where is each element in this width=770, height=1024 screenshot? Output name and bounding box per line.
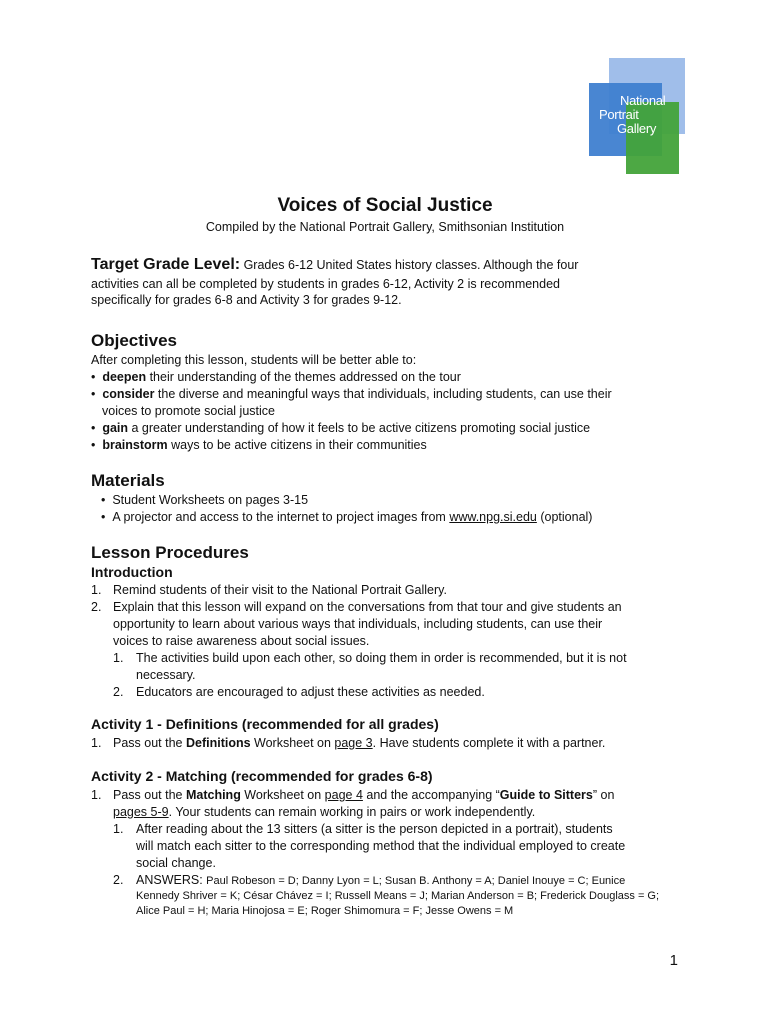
target-line-3: specifically for grades 6-8 and Activity 3 for grades 9-12. — [91, 293, 402, 307]
national-portrait-gallery-logo — [589, 58, 685, 174]
guide-to-sitters-keyword: Guide to Sitters — [499, 788, 593, 802]
objective-keyword: consider — [102, 387, 155, 401]
objective-text: the diverse and meaningful ways that individuals, including students, can use their — [154, 387, 612, 401]
answers-label: ANSWERS: — [136, 873, 207, 887]
intro-step-1: Remind students of their visit to the National Portrait Gallery. — [113, 583, 447, 597]
text: Pass out the — [113, 788, 186, 802]
introduction-heading: Introduction — [91, 564, 173, 580]
target-line-2: activities can all be completed by students in grades 6-12, Activity 2 is recommended — [91, 277, 560, 291]
list-number: 1. — [91, 736, 102, 750]
answers-line-3: Alice Paul = H; Maria Hinojosa = E; Roger Shimomura = F; Jesse Owens = M — [136, 905, 514, 917]
activity-2-substep-1-line-2: will match each sitter to the corresponding method that the individual employed to create — [136, 839, 626, 853]
objective-item — [91, 420, 590, 437]
objectives-heading: Objectives — [91, 331, 177, 350]
objective-item — [91, 437, 427, 454]
objective-keyword: deepen — [102, 370, 147, 384]
logo-line-1: National — [620, 93, 666, 108]
bullet: • — [101, 510, 113, 524]
activity-2-step-1-line-2 — [113, 804, 535, 821]
list-number: 1. — [91, 788, 102, 802]
page-number: 1 — [669, 952, 678, 969]
objective-keyword: gain — [102, 421, 129, 435]
objective-item — [91, 386, 612, 403]
intro-substep-2: Educators are encouraged to adjust these activities as needed. — [136, 685, 485, 699]
bullet: • — [91, 438, 103, 452]
page-title: Voices of Social Justice — [277, 195, 493, 216]
text: Pass out the — [113, 736, 186, 750]
activity-2-step-1-line-1 — [113, 787, 614, 804]
matching-keyword: Matching — [185, 788, 241, 802]
pages-5-9-link[interactable]: pages 5-9 — [113, 805, 169, 819]
text: . Have students complete it with a partner. — [372, 736, 606, 750]
activity-2-substep-1-line-3: social change. — [136, 856, 216, 870]
text: and the accompanying “ — [362, 788, 500, 802]
intro-step-2-line-2: opportunity to learn about various ways that individuals, including students, can use their — [113, 617, 603, 631]
activity-1-step-1 — [113, 735, 605, 752]
page-subtitle: Compiled by the National Portrait Gallery, Smithsonian Institution — [205, 220, 565, 234]
objective-keyword: brainstorm — [102, 438, 168, 452]
logo-line-2: Portrait — [599, 107, 639, 122]
page-3-link[interactable]: page 3 — [334, 736, 373, 750]
materials-item — [101, 509, 592, 526]
list-number: 2. — [113, 685, 124, 699]
objective-text: a greater understanding of how it feels to be active citizens promoting social justice — [128, 421, 591, 435]
target-text-1: Grades 6-12 United States history classes. Although the four — [240, 258, 579, 272]
list-number: 1. — [113, 651, 124, 665]
list-number: 2. — [113, 873, 124, 887]
logo-line-3: Gallery — [617, 121, 657, 136]
objective-item — [91, 369, 461, 386]
bullet: • — [91, 421, 103, 435]
intro-step-2-line-1: Explain that this lesson will expand on the conversations from that tour and give students an — [113, 600, 622, 614]
definitions-keyword: Definitions — [185, 736, 251, 750]
page-4-link[interactable]: page 4 — [324, 788, 363, 802]
objective-item-continuation: voices to promote social justice — [102, 404, 275, 418]
bullet: • — [91, 387, 103, 401]
objective-text: ways to be active citizens in their communities — [167, 438, 427, 452]
materials-heading: Materials — [91, 471, 165, 490]
answers-line-2: Kennedy Shriver = K; César Chávez = I; Russell Means = J; Marian Anderson = B; Frederick Douglass = G; — [136, 890, 660, 902]
target-label: Target Grade Level: — [91, 256, 241, 273]
npg-website-link[interactable]: www.npg.si.edu — [449, 510, 537, 524]
intro-substep-1-line-2: necessary. — [136, 668, 196, 682]
materials-item — [101, 492, 308, 509]
bullet: • — [91, 370, 103, 384]
list-number: 1. — [113, 822, 124, 836]
answers-text: Paul Robeson = D; Danny Lyon = L; Susan B. Anthony = A; Daniel Inouye = C; Eunice — [206, 875, 626, 887]
materials-item-text: A projector and access to the internet to project images from — [112, 510, 450, 524]
target-line-1 — [91, 256, 578, 274]
lesson-procedures-heading: Lesson Procedures — [91, 543, 249, 562]
bullet: • — [101, 493, 113, 507]
logo-text — [599, 94, 665, 136]
text: . Your students can remain working in pairs or work independently. — [168, 805, 536, 819]
objective-text: their understanding of the themes addressed on the tour — [146, 370, 461, 384]
list-number: 1. — [91, 583, 102, 597]
objectives-intro: After completing this lesson, students will be better able to: — [91, 353, 417, 367]
list-number: 2. — [91, 600, 102, 614]
activity-1-heading: Activity 1 - Definitions (recommended for all grades) — [91, 716, 439, 732]
intro-substep-1-line-1: The activities build upon each other, so doing them in order is recommended, but it is not — [136, 651, 627, 665]
activity-2-heading: Activity 2 - Matching (recommended for grades 6-8) — [91, 768, 433, 784]
activity-2-substep-1-line-1: After reading about the 13 sitters (a sitter is the person depicted in a portrait), students — [136, 822, 613, 836]
text: Worksheet on — [250, 736, 335, 750]
materials-item-text: Student Worksheets on pages 3-15 — [112, 493, 309, 507]
materials-item-suffix: (optional) — [536, 510, 593, 524]
text: Worksheet on — [240, 788, 325, 802]
intro-step-2-line-3: voices to raise awareness about social issues. — [113, 634, 370, 648]
text: ” on — [592, 788, 615, 802]
